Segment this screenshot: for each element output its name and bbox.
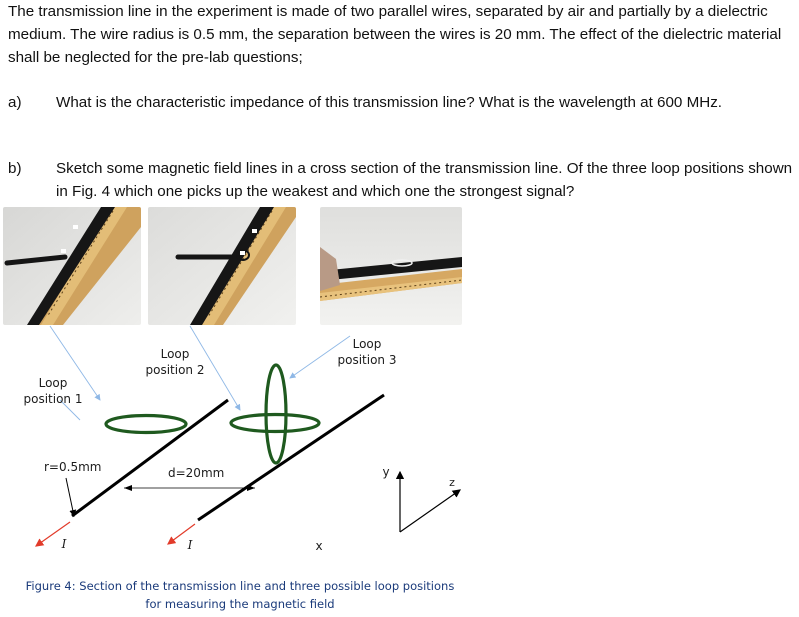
current-label-left: I [61,537,67,551]
question-b-text: Sketch some magnetic field lines in a cross section of the transmission line. Of the three loop positions shown in Fig. 4 which one picks up the weakest and which one the strongest signal? [56,160,793,200]
loop-position-2 [231,415,319,432]
loop-position-3-label [336,336,398,368]
z-axis [400,490,460,532]
figure-caption-line1: Figure 4: Section of the transmission line and three possible loop positions [25,579,455,593]
y-axis-label: y [382,465,390,479]
figure-caption [20,577,460,613]
figure-caption-line2: for measuring the magnetic field [145,597,335,611]
radius-pointer [66,478,74,516]
loop-position-2-label-line1: Loop [160,347,190,361]
separation-label: d=20mm [168,466,225,480]
question-a-label: a) [8,94,22,111]
loop-position-2-label [144,346,206,378]
current-label-right: I [187,538,193,552]
question-b-label: b) [8,160,22,177]
wire-left [72,400,228,516]
x-axis-label: x [315,539,323,553]
loop-position-3-label-line2: position 3 [337,353,397,367]
loop-position-2-label-line2: position 2 [145,363,205,377]
loop-position-1-label [22,375,84,407]
z-axis-label: z [449,476,455,489]
loop-position-1 [106,416,186,433]
intro-paragraph: The transmission line in the experiment is made of two parallel wires, separated by air and partially by a dielectric medium. The wire radius is 0.5 mm, the separation between the wires is 20 mm. The effect of the dielectric material shall be neglected for the pre-lab questions; [8,3,782,66]
loop-position-3-label-line1: Loop [352,337,382,351]
question-a-text: What is the characteristic impedance of this transmission line? What is the wavelength at 600 MHz. [56,94,723,111]
radius-label: r=0.5mm [44,460,102,474]
loop-position-1-label-line1: Loop [38,376,68,390]
loop-position-1-label-line2: position 1 [23,392,83,406]
